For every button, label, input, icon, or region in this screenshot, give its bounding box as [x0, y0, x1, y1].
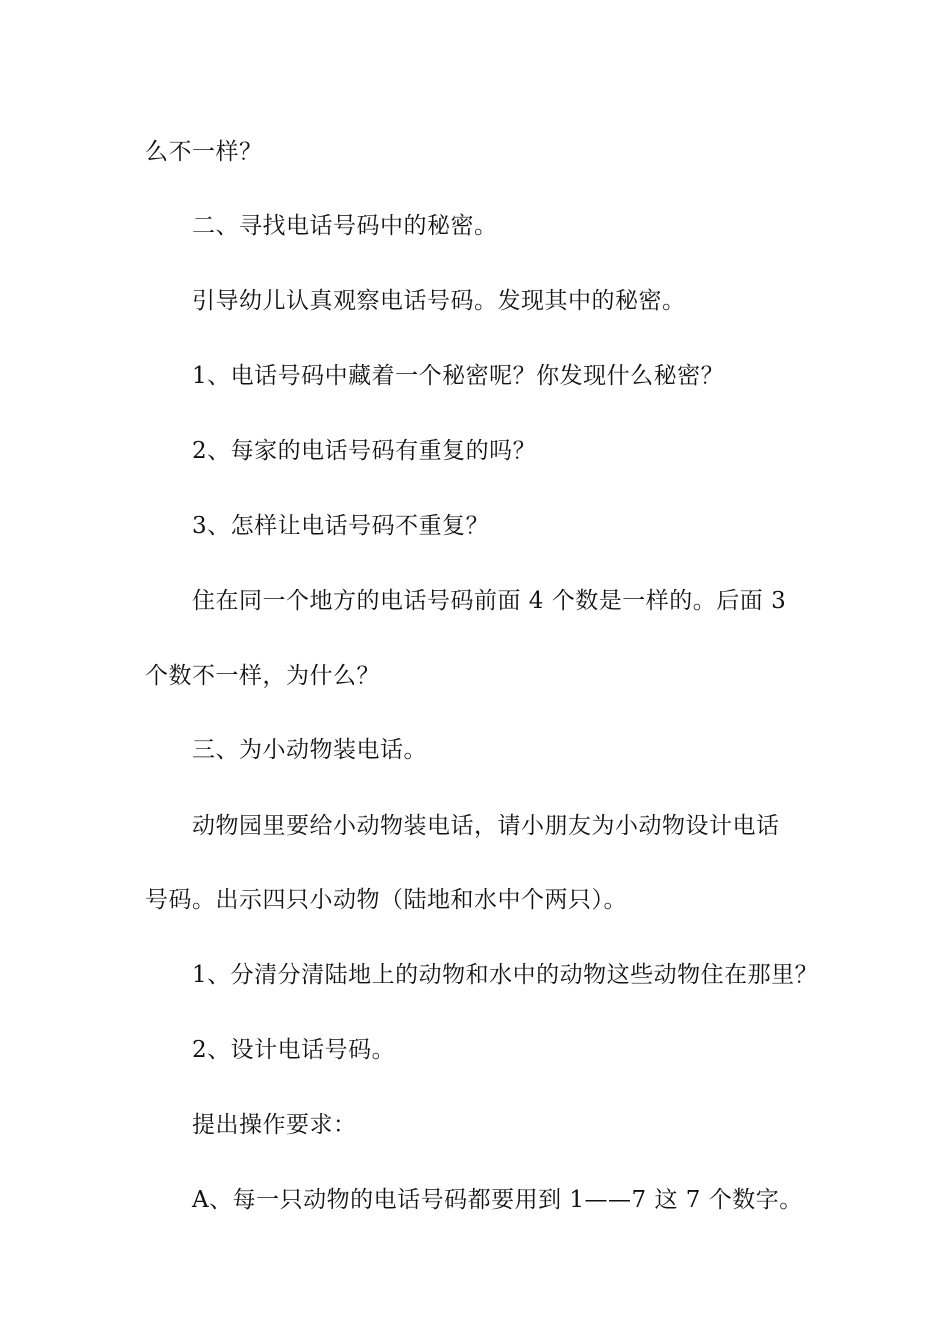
text-line: 引导幼儿认真观察电话号码。发现其中的秘密。	[192, 288, 686, 314]
text-line: 动物园里要给小动物装电话，请小朋友为小动物设计电话	[192, 813, 780, 839]
text-line: 提出操作要求：	[192, 1112, 357, 1138]
list-item: 1、分清分清陆地上的动物和水中的动物这些动物住在那里？	[192, 962, 819, 988]
text-line: 住在同一个地方的电话号码前面 4 个数是一样的。后面 3	[192, 588, 787, 614]
text-line: 个数不一样，为什么？	[145, 663, 380, 689]
section-heading: 三、为小动物装电话。	[192, 737, 427, 763]
list-item: 2、每家的电话号码有重复的吗？	[192, 438, 537, 464]
text-line: 号码。出示四只小动物（陆地和水中个两只）。	[145, 887, 627, 913]
list-item: 3、怎样让电话号码不重复？	[192, 513, 490, 539]
text-line: 么不一样？	[145, 139, 263, 165]
list-item: A、每一只动物的电话号码都要用到 1——7 这 7 个数字。	[192, 1187, 803, 1213]
list-item: 2、设计电话号码。	[192, 1037, 396, 1063]
section-heading: 二、寻找电话号码中的秘密。	[192, 213, 498, 239]
list-item: 1、电话号码中藏着一个秘密呢？你发现什么秘密？	[192, 363, 725, 389]
